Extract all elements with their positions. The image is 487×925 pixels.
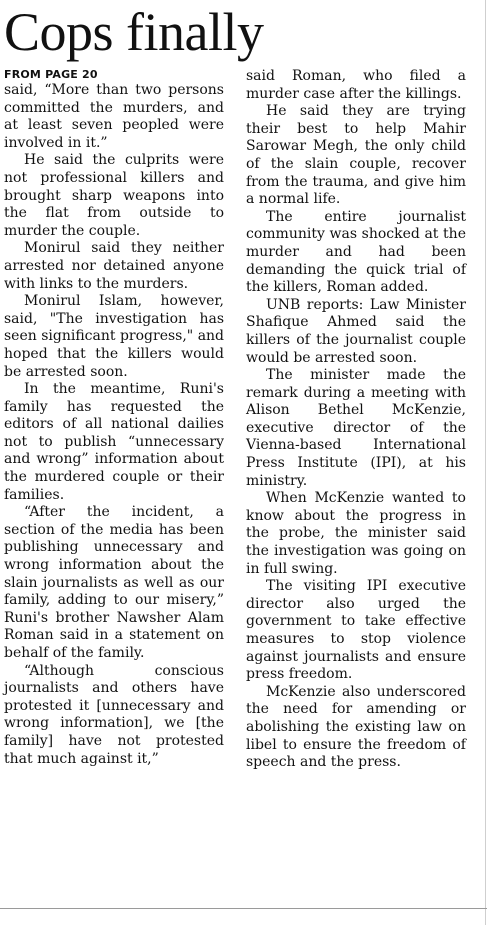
- paragraph: Monirul said they neither arrested nor detained anyone with links to the murders.: [4, 240, 224, 292]
- paragraph: said Roman, who filed a murder case after the killings.: [246, 68, 466, 102]
- paragraph: said, “More than two persons committed the murders, and at least seven peopled were involved in it.”: [4, 82, 224, 151]
- column-rule: [485, 0, 486, 925]
- paragraph: In the meantime, Runi's family has requested the editors of all national dailies not to publish “unnecessary and wrong” information about the murdered couple or their families.: [4, 381, 224, 503]
- article-headline: Cops finally: [4, 2, 264, 62]
- paragraph: McKenzie also underscored the need for amending or abolishing the existing law on libel to ensure the freedom of speech and the press.: [246, 683, 466, 771]
- bottom-rule: [0, 908, 487, 909]
- paragraph: “Although conscious journalists and others have protested it [unnecessary and wrong information], we [the family] have not protested that much against it,”: [4, 662, 224, 767]
- article-column-left: [4, 68, 224, 768]
- paragraph: When McKenzie wanted to know about the progress in the probe, the minister said the investigation was going on in full swing.: [246, 490, 466, 577]
- paragraph: The minister made the remark during a meeting with Alison Bethel McKenzie, executive director of the Vienna-based International Press Institute (IPI), at his ministry.: [246, 367, 466, 489]
- article-column-right: [246, 68, 466, 772]
- paragraph: He said they are trying their best to help Mahir Sarowar Megh, the only child of the slain couple, recover from the trauma, and give him a normal life.: [246, 103, 466, 208]
- paragraph: He said the culprits were not professional killers and brought sharp weapons into the flat from outside to murder the couple.: [4, 152, 224, 239]
- paragraph: The entire journalist community was shocked at the murder and had been demanding the quick trial of the killers, Roman added.: [246, 208, 466, 296]
- paragraph: “After the incident, a section of the media has been publishing unnecessary and wrong information about the slain journalists as well as our family, adding to our misery,” Runi's brother Nawsher Alam Roman said in a statement on behalf of the family.: [4, 504, 224, 661]
- paragraph: UNB reports: Law Minister Shafique Ahmed said the killers of the journalist couple would be arrested soon.: [246, 296, 466, 366]
- paragraph: Monirul Islam, however, said, "The investigation has seen significant progress," and hoped that the killers would be arrested soon.: [4, 293, 225, 380]
- continued-from-kicker: FROM PAGE 20: [4, 68, 98, 81]
- paragraph: The visiting IPI executive director also urged the government to take effective measures to stop violence against journalists and ensure press freedom.: [246, 578, 466, 683]
